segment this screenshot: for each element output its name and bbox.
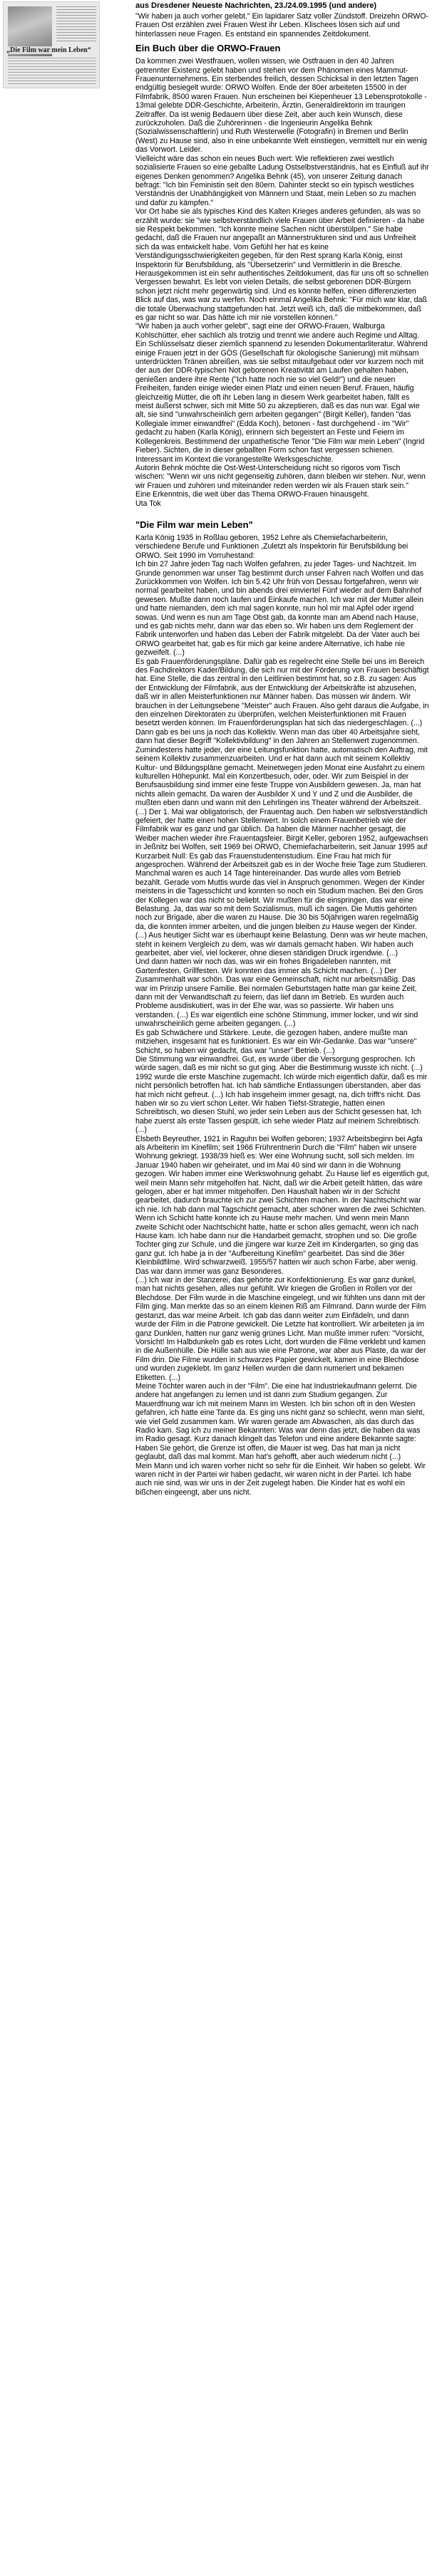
section-body: Karla König 1935 in Roßlau geboren, 1952 Lehre als Chemiefacharbeiterin, verschiedene Berufe und Funktionen ,Zuletzt als Inspektorin für Berufsbildung bei ORWO. Seit 1990 im Vorruhestand: Ich bin 27 Jahre jeden Tag nach Wolfen gefahren, zu jeder Tages- und Nachtzeit. Im Grunde genommen war unser Tag bestimmt durch unser Fahren nach Wolfen und das Zurückkommen von Wolfen. Ich bin 5.42 Uhr früh von Dessau fortgefahren, wenn wir normal gearbeitet haben, und bin abends drei einviertel Fünf wieder auf dem Bahnhof gewesen. Mußte dann noch laufen und Einkaufe machen. Ich war mit der Mutter allein und hatte niemanden, dem ich mal sagen konnte, nun hol mir mal Apfel oder irgend sowas. Und wenn es nun am Tage Obst gab, da konnte man am Abend nach Hause, und es gab nichts mehr, dann war das eben so. Wir haben uns dem Reglement der Fabrik unterworfen und haben das Leben der Fabrik mitgelebt. Da der Vater auch bei ORWO gearbeitet hat, gab es für mich gar keine andere Alternative, ich habe nie gezweifelt. (...) Es gab Frauenförderungspläne. Dafür gab es regelrecht eine Stelle bei uns im Bereich des Fachdirektors Kader/Bildung, die sich nur mit der Förderung von Frauen beschäftigt hat. Eine Stelle, die das zentral in den Leitlinien bestimmt hat, so z.B. zu sagen: Aus der Entwicklung der Filmfabrik, aus der Entwicklung der Arbeitskräfte ist abzusehen, daß wir in allen Meisterfunktionen nur Männer haben. Das müssen wir ändern. Wir brauchen in der Leitungsebene "Meister" auch Frauen. Also geht daraus die Aufgabe, in den einzelnen Direktoraten zu überprüfen, welchen Meisterfunktionen mit Frauen besetzt werden können. Im Frauenförderungsplan hat sich das niedergeschlagen. (...) Dann gab es bei uns ja noch das Kollektiv. Wenn man das über 40 Arbeitsjahre sieht, dann hat dieser Begriff "Kollektivbildung" in den Jahren an Stellenwert zugenommen. Zumindestens hatte jeder, der eine Leitungsfunktion hatte, automatisch den Auftrag, mit seinem Kollektiv zusammenzuarbeiten. Und er hat dann auch mit seinem Kollektiv Kultur- und Bildungspläne gemacht. Meinetwegen jeden Monat eine Ausfahrt zu einem kulturellen Höhepunkt. Mal ein Konzertbesuch, oder, oder. Wir zum Beispiel in der Berufsausbildung sind immer eine feste Truppe von Ausbildern gewesen. Ja, man hat nichts allein gemacht. Da waren der Ausbilder X und Y und Z und die Ausbilder, die mußten eben dann und wann mit den Lehrlingen ins Theater während der Arbeitszeit. (...) Der 1. Mai war obligatorisch, der Frauentag auch. Den haben wir selbstverständlich gefeiert, der hatte einen hohen Stellenwert. In solch einem Frauenbetrieb wie der Filmfabrik war es ganz und gar üblich. Da haben die Männer nachher gesagt, die Weiber machen wieder ihre Frauentagsfeier. Birgit Keller, geboren 1952, aufgewachsen in Jeßnitz bei Wolfen, seit 1969 bei ORWO, Chemiefacharbeiterin, seit Januar 1995 auf Kurzarbeit Null: Es gab das Frauenstudentenstudium. Eine Frau hat mich für angesprochen. Während der Arbeitszeit gab es in der Woche freie Tage zum Studieren. Manchmal waren es auch 14 Tage hintereinander. Das wurde alles vom Betrieb bezahlt. Gerade vom Muttis wurde das viel in Anspruch genommen. Wegen der Kinder meistens in die Tagesschicht und konnten so noch ein Studium machen. Bei den Gros der Kollegen war das nicht so beliebt. Wir mußten für die einspringen, das war eine Belastung. Ja, das war so mit dem Sozialismus, muß ich sagen. Die Muttis gehörten noch zur Brigade, aber die waren zu Hause. Die 30 bis 50jährigen waren regelmäßig da, die konnten immer arbeiten, und die jungen bleiben zu Hause wegen der Kinder. (...) Aus heutiger Sicht war es überhaupt keine Belastung. Denn was wir heute machen, steht in keinem Vergleich zu dem, was wir damals gemacht haben. Wir haben auch gearbeitet, aber viel, viel lockerer, ohne diesen ständigen Druck irgendwie. (...) Und dann hatten wir noch das, was wir ein frohes Brigadeleben nannten, mit Gartenfesten, Grillfesten. Wir konnten das immer als Schicht machen. (...) Der Zusammenhalt war schön. Das war eine Gemeinschaft, nicht nur arbeitsmäßig. Das war im Prinzip unsere Familie. Bei normalen Geburtstagen hatte man gar keine Zeit, dann mit der Verwandtschaft zu feiern, das lief dann im Betrieb. Es wurden auch Probleme ausdiskutiert, was in der Ehe war, was so passierte. Wir haben uns verstanden. (...) Es war eigentlich eine schöne Stimmung, immer locker, und wir sind unwahrscheinlich gerne arbeiten gegangen. (...) Es gab Schwächere und Stärkere. Leute, die gezogen haben, andere mußte man mitziehen, insgesamt hat es funktioniert. Es war ein Wir-Gedanke. Das war "unsere" Schicht, so haben wir gedacht, das war "unser" Betrieb. (...) Die Stimmung war einwandfrei. Gut, es wurde über die Versorgung gesprochen. Ich würde sagen, daß es mir nicht so gut ging. Aber die Bestimmung wusste ich nicht. (...) 1992 wurde die erste Maschine zugemacht. Ich würde mich eigentlich dafür, daß es mir nicht persönlich betroffen hat. Ich hab sämtliche Entlassungen überstanden, aber das hat mich nicht gefreut. (...) Ich hab insgeheim immer gesagt, na, dich trifft's nicht. Das haben wir so zu viert schon Leiter. Wir haben Tiefst-Strategie, hatten einen Schreibtisch, wo diesen Stuhl, wo jeder sein Leben aus der Schicht gesessen hat, Ich habe zuerst als erste Tassen gespült, ich sehe wieder Platz auf meinem Schreibtisch. (...) Elsbeth Beyreuther, 1921 in Raguhn bei Wolfen geboren; 1937 Arbeitsbeginn bei Agfa als Arbeiterin im Kinefilm; seit 1966 Frührentnerin Durch die "Film" haben wir unsere Wohnung gekriegt. 1938/39 hieß es: Wer eine Wohnung sucht, soll sich melden. Im Januar 1940 haben wir geheiratet, und im Mai 40 sind wir dann in die Wohnung gezogen. Wir haben immer eine Werkswohnung gehabt. Zu Hause lief es eigentlich gut, weil mein Mann sehr mitgeholfen hat. Nicht, daß wir die Arbeit geteilt hätten, das wäre gelogen, aber er hat immer mitgeholfen. Den Haushalt haben wir in der Schicht gearbeitet, dadurch brauchte ich zur zwei Schichten machen. In der Nachtschicht war ich nie. Ich hab dann mal Tagschicht gemacht, aber schöner waren die zwei Schichten. Wenn ich Schicht hatte konnte ich zu Hause mehr machen. Und wenn mein Mann zweite Schicht oder Nachtschicht hatte, hatte er schon alles gemacht, wenn ich nach Hause kam. Ich habe dann nur die Handarbeit gemacht, strophen und so. Die große Tochter ging zur Schule, und die jüngere war kurze Zeit im Kindergarten, so ging das ganz gut. Ich habe ja in der "Aufbereitung Kinefilm" gearbeitet. Das sind die 36er Kleinbildfilme. Wird schwarzweiß. 1955/57 hatten wir auch schon Farbe, aber wenig. Das war dann immer was ganz Besonderes. (...) Ich war in der Stanzerei, das gehörte zur Konfektionierung. Es war ganz dunkel, man hat nichts gesehen, alles nur gefühlt. Wir kriegen die Großen in Rollen vor der Blechdose. Der Film wurde in die Maschine eingelegt, und wir fühlten uns dann mit der Film ging. Man merkte das so an einem kleinen Riß am Filmrand. Dann wurde der Film gestanzt, das war meine Arbeit. Ich gab das dann weiter zum Einfädeln, und dann wurde der Film in die Patrone gewickelt. Die Letzte hat kontrolliert. Wir arbeiteten ja im ganz Dunklen, hatten nur ganz wenig grünes Licht. Man mußte immer rufen: "Vorsicht, Vorsicht! Im Halbdunkeln gab es rotes Licht, dort wurden die Filme verklebt und kamen in die Außenhülle. Die Hülle sah aus wie eine Patrone, war aber aus Plaste, da war der Film drin. Die Filme wurden in schwarzes Papier gewickelt, kamen in eine Blechdose und wurden zugeklebt. Im ganz Hellen wurden die dann numeriert und bekamen Etiketten. (...) Meine Töchter waren auch in der "Film". Die eine hat Industriekaufmann gelernt. Die andere hat angefangen zu lernen und ist dann zum Studium gegangen. Zur Mauerdfnung war ich mit meinem Mann im Westen. Ich bin schon oft in den Westen gefahren, ich hatte eine Tante da. Es ging uns nicht ganz so schlecht, wenn man sieht, wie viel Geld zusammen kam. Wir waren gerade am Abwaschen, als das durch das Radio kam. Sag ich zu meiner Bekannten: Was war denn das jetzt, die haben da was im Radio gesagt. Kurz danach klingelt das Telefon und eine andere Bekannte sagte: Haben Sie gehört, die Grenze ist offen, die Mauer ist weg. Das hat man ja nicht geglaubt, daß das mal kommt. Man hat's gehofft, aber auch wiederum nicht (...) Mein Mann und ich waren vorher nicht so sehr für die Einheit. Wir haben so gelebt. Wir waren nicht in der Partei wir haben gedacht, wir waren nicht in der Partei. Ich habe auch nie sind, was wir uns in der Zeit zugelegt haben. Die Kinder hat es wohl ein bißchen eingeengt, aber uns nicht. — [135, 533, 430, 1497]
section-title: "Die Film war mein Leben" — [135, 519, 253, 530]
clipping-headline: „Die Film war mein Leben“ — [6, 46, 96, 54]
newspaper-clipping-image — [3, 1, 100, 88]
clipping-text-columns — [56, 6, 96, 43]
article-intro: "Wir haben ja auch vorher gelebt." Ein lapidarer Satz voller Zündstoff. Dreizehn ORWO-Frauen Ost erzählen zwei Frauen West ihr Leben. Klischees lösen sich auf und hinterlassen neue Fragen. Es entstand ein spannendes Zeitdokument. — [135, 12, 429, 38]
article — [135, 1, 429, 1497]
clipping-text-columns — [8, 58, 96, 85]
section-title: Ein Buch über die ORWO-Frauen — [135, 43, 281, 54]
article-source: aus Dresdener Neueste Nachrichten, 23./24.09.1995 (und andere) — [135, 1, 377, 10]
section-body: Da kommen zwei Westfrauen, wollen wissen, wie Ostfrauen in den 40 Jahren getrennter Existenz gelebt haben und stehen vor dem Phänomen eines Mammut- Frauenunternehmens. Ein sterbendes freilich, dessen Schicksal in den letzten Tagen endgültig besiegelt wurde: ORWO Wolfen. Ende der 80er arbeiteten 15500 in der Filmfabrik, 8500 waren Frauen. Nun erscheinen bei Kiepenheuer 13 Lebensprotokolle - 13mal gelebte DDR-Geschichte, Arbeiterin, Ärztin, Generaldirektorin im traurigen Zeitraffer. Da ist wenig Bedauern über diese Zeit, aber auch kein Wunsch, diese zurückzuholen. Daß die Zuhörerinnen - die Ingenieurin Angelika Behnk (Sozialwissenschaftlerin) und Ruth Westerwelle (Fotografin) in Bremen und Berlin (West) zu Hause sind, also in eine unbekannte Welt einstiegen, vermittelt nur ein wenig das Vorwort. Leider. Vielleicht wäre das schon ein neues Buch wert: Wie reflektieren zwei westlich sozialisierte Frauen so eine geballte Ladung Ostselbstverständnis, hat es Einfluß auf ihr eigenes Denken genommen? Angelika Behnk (45), von unserer Zeitung danach befragt: "Ich bin Feministin seit den 80ern. Dahinter steckt so ein typisch westliches Verständnis der Unabhängigkeit von Männern und Staat, mein Leben so zu machen und dafür zu kämpfen." Vor Ort habe sie als typisches Kind des Kalten Krieges anderes gefunden, als was so erzählt wurde: sie "wie selbstverständlich viele Frauen über Arbeit definieren - da habe sie Respekt bekommen. "Ich konnte meine Sachen nicht überstülpen." Sie habe gedacht, daß die Frauen nur angepaßt an Männerstrukturen sind und aus Unfreiheit sich da was entwickelt habe. Vom Gefühl her hat es keine Verständigungsschwierigkeiten gegeben, für den Rest sprang Karla König, einst Inspektorin für Berufsbildung, als "Übersetzerin" und Vermittlerin in die Bresche. Herausgekommen ist ein sehr authentisches Zeitdokument, das für uns oft so schnellen Vergessen bewahrt. Es lebt von vielen Details, die selbst geborenen DDR-Bürgern schon jetzt nicht mehr gegenwärtig sind. Und es könnte helfen, einen differenzierten Blick auf das, was war zu werfen. Noch einmal Angelika Behnk: "Für mich war klar, daß die totale Überwachung stattgefunden hat. Jetzt weiß ich, daß die mitbekommen, daß es gar nicht so war. Das hätte ich mir nie vorstellen können." "Wir haben ja auch vorher gelebt", sagt eine der ORWO-Frauen, Walburga Kohlschütter, eher sachlich als trotzig und trennt wie andere auch Regime und Alltag. Ein Schlüsselsatz dieser ziemlich spannend zu lesenden Dokumentarliteratur. Während einige Frauen jetzt in der GÖS (Gesellschaft für ökologische Sanierung) mit mühsam unterdrückten Tränen abreißen, was sie selbst mitaufgebaut oder vor kurzem noch mit der aus der DDR-typischen Not geborenen Kreativität am Laufen gehalten haben, genießen andere ihre Rente ("Ich hatte noch nie so viel Geld!") und die neuen Freiheiten, fanden einige wieder einen Platz und einen neuen Beruf. Frauen, häufig gleichzeitig Mütter, die oft ihr Leben lang in diesem Werk gearbeitet haben, fällt es meist äußerst schwer, sich mit Mitte 50 zu akzeptieren, daß es das nun war. Egal wie alt, sie sind "unwahrscheinlich gern arbeiten gegangen" (Birgit Keller), fanden "das Kollegiale immer einwandfrei" (Edda Koch), betonen - fast durchgehend - im "Wir" gedacht zu haben (Karla König), erinnern sich begeistert an Feste und Feiern im Kollegenkreis. Bestimmend der unpathetische Tenor "Die Film war mein Leben" (Ingrid Fieber). Sichten, die in dieser geballten Form schon fast vergessen schienen. Interessant im Kontext die vorangestellte Werksgeschichte. Autorin Behnk möchte die Ost-West-Unterscheidung nicht so rigoros vom Tisch wischen: "Wenn wir uns nicht gegenseitig zuhören, dann bleiben wir stehen. Nur, wenn wir Frauen und zuhören und miteinander reden werden wir als Frauen stark sein." Eine Erkenntnis, die weit über das Thema ORWO-Frauen hinausgeht. — [135, 57, 429, 499]
article-author: Uta Tok — [135, 499, 161, 508]
